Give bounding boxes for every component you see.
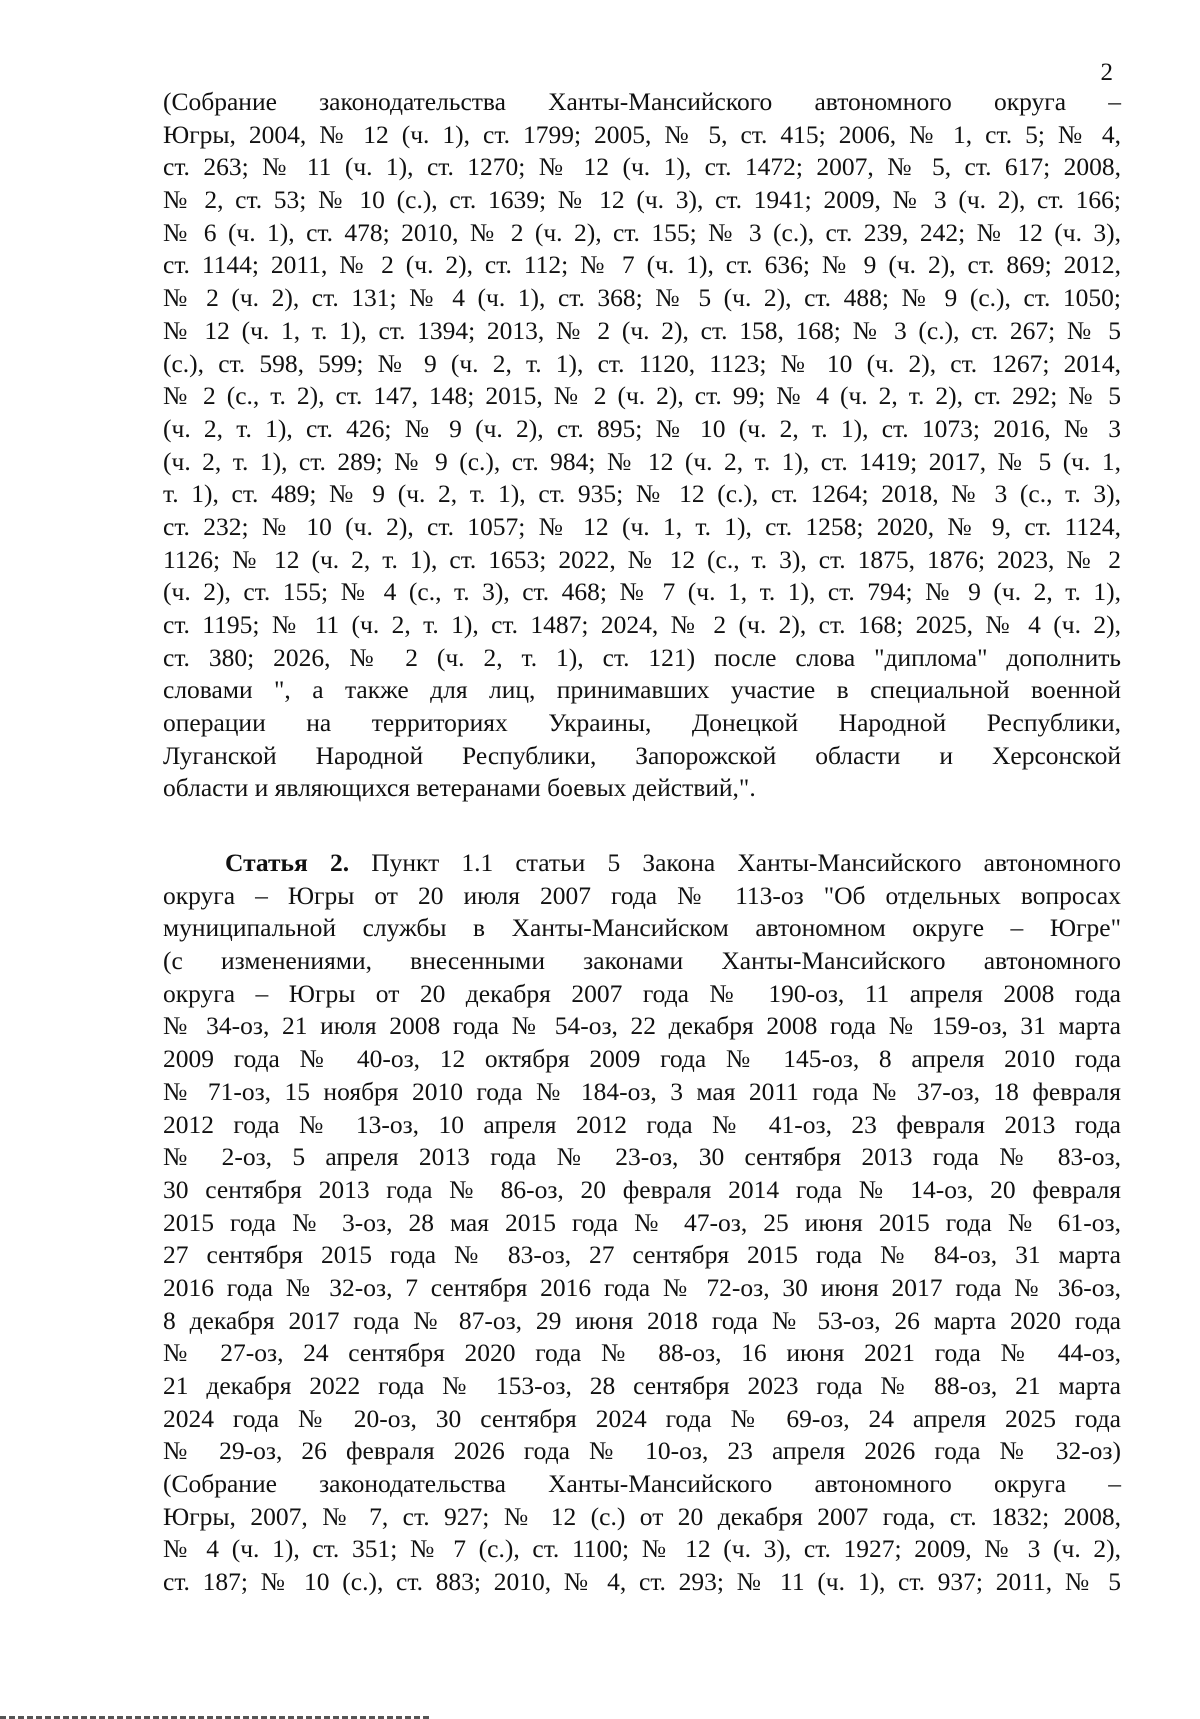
text-line: (Собрание законодательства Ханты-Мансийского автономного округа – (163, 1469, 1121, 1499)
text-line: ст. 263; № 11 (ч. 1), ст. 1270; № 12 (ч. 1), ст. 1472; 2007, № 5, ст. 617; 2008, (163, 152, 1121, 182)
text-line: Луганской Народной Республики, Запорожской области и Херсонской (163, 740, 1121, 770)
text-line: словами ", а также для лиц, принимавших участие в специальной военной (163, 675, 1121, 705)
text-line: ст. 1144; 2011, № 2 (ч. 2), ст. 112; № 7 (ч. 1), ст. 636; № 9 (ч. 2), ст. 869; 2012, (163, 250, 1121, 280)
text-line: ст. 380; 2026, № 2 (ч. 2, т. 1), ст. 121) после слова "диплома" дополнить (163, 642, 1121, 672)
text-line: № 6 (ч. 1), ст. 478; 2010, № 2 (ч. 2), ст. 155; № 3 (с.), ст. 239, 242; № 12 (ч. 3), (163, 217, 1121, 247)
article-label: Статья 2. (225, 848, 350, 877)
text-line: 8 декабря 2017 года № 87-оз, 29 июня 2018 года № 53-оз, 26 марта 2020 года (163, 1305, 1121, 1335)
text-line: Югры, 2007, № 7, ст. 927; № 12 (с.) от 20 декабря 2007 года, ст. 1832; 2008, (163, 1501, 1121, 1531)
text-line: ст. 232; № 10 (ч. 2), ст. 1057; № 12 (ч. 1, т. 1), ст. 1258; 2020, № 9, ст. 1124, (163, 511, 1121, 541)
text-line: 2024 года № 20-оз, 30 сентября 2024 года № 69-оз, 24 апреля 2025 года (163, 1403, 1121, 1433)
paragraph-amendment-sources (163, 86, 1121, 805)
text-line: (ч. 2, т. 1), ст. 289; № 9 (с.), ст. 984; № 12 (ч. 2, т. 1), ст. 1419; 2017, № 5 (ч. 1, (163, 446, 1121, 476)
paragraph-article-2 (163, 847, 1121, 1599)
text-line: № 29-оз, 26 февраля 2026 года № 10-оз, 23 апреля 2026 года № 32-оз) (163, 1436, 1121, 1466)
article-first-line-text: Пункт 1.1 статьи 5 Закона Ханты-Мансийского автономного (349, 848, 1121, 877)
text-line: № 12 (ч. 1, т. 1), ст. 1394; 2013, № 2 (ч. 2), ст. 158, 168; № 3 (с.), ст. 267; № 5 (163, 315, 1121, 345)
text-line: № 2 (с., т. 2), ст. 147, 148; 2015, № 2 (ч. 2), ст. 99; № 4 (ч. 2, т. 2), ст. 292; № 5 (163, 381, 1121, 411)
text-line: 1126; № 12 (ч. 2, т. 1), ст. 1653; 2022, № 12 (с., т. 3), ст. 1875, 1876; 2023, № 2 (163, 544, 1121, 574)
text-line: операции на территориях Украины, Донецкой Народной Республики, (163, 708, 1121, 738)
text-line: 21 декабря 2022 года № 153-оз, 28 сентября 2023 года № 88-оз, 21 марта (163, 1371, 1121, 1400)
text-line: т. 1), ст. 489; № 9 (ч. 2, т. 1), ст. 935; № 12 (с.), ст. 1264; 2018, № 3 (с., т. 3), (163, 479, 1121, 509)
text-line: № 27-оз, 24 сентября 2020 года № 88-оз, 16 июня 2021 года № 44-оз, (163, 1338, 1121, 1368)
text-line: ст. 187; № 10 (с.), ст. 883; 2010, № 4, ст. 293; № 11 (ч. 1), ст. 937; 2011, № 5 (163, 1567, 1121, 1597)
text-line: (с.), ст. 598, 599; № 9 (ч. 2, т. 1), ст. 1120, 1123; № 10 (ч. 2), ст. 1267; 2014, (163, 348, 1121, 378)
text-line: 30 сентября 2013 года № 86-оз, 20 февраля 2014 года № 14-оз, 20 февраля (163, 1174, 1121, 1204)
text-line: № 4 (ч. 1), ст. 351; № 7 (с.), ст. 1100; № 12 (ч. 3), ст. 1927; 2009, № 3 (ч. 2), (163, 1534, 1121, 1564)
text-line: 2012 года № 13-оз, 10 апреля 2012 года № 41-оз, 23 февраля 2013 года (163, 1109, 1121, 1139)
text-line: 2009 года № 40-оз, 12 октября 2009 года № 145-оз, 8 апреля 2010 года (163, 1044, 1121, 1074)
page-number: 2 (1100, 59, 1113, 86)
text-line: (Собрание законодательства Ханты-Мансийского автономного округа – (163, 87, 1121, 116)
text-line: области и являющихся ветеранами боевых действий,". (163, 773, 756, 803)
text-line: муниципальной службы в Ханты-Мансийском автономном округе – Югре" (163, 913, 1121, 943)
text-line: округа – Югры от 20 декабря 2007 года № 190-оз, 11 апреля 2008 года (163, 978, 1121, 1008)
text-line: округа – Югры от 20 июля 2007 года № 113-оз "Об отдельных вопросах (163, 880, 1121, 910)
text-line: № 71-оз, 15 ноября 2010 года № 184-оз, 3 мая 2011 года № 37-оз, 18 февраля (163, 1076, 1121, 1106)
text-line: (с изменениями, внесенными законами Ханты-Мансийского автономного (163, 946, 1121, 976)
text-line: (ч. 2, т. 1), ст. 426; № 9 (ч. 2), ст. 895; № 10 (ч. 2, т. 1), ст. 1073; 2016, № 3 (163, 413, 1121, 443)
text-line: 2015 года № 3-оз, 28 мая 2015 года № 47-оз, 25 июня 2015 года № 61-оз, (163, 1207, 1121, 1237)
article-first-line (163, 847, 1121, 880)
text-line: (ч. 2), ст. 155; № 4 (с., т. 3), ст. 468; № 7 (ч. 1, т. 1), ст. 794; № 9 (ч. 2, т. 1), (163, 577, 1121, 607)
text-line: № 34-оз, 21 июля 2008 года № 54-оз, 22 декабря 2008 года № 159-оз, 31 марта (163, 1011, 1121, 1041)
text-line: № 2, ст. 53; № 10 (с.), ст. 1639; № 12 (ч. 3), ст. 1941; 2009, № 3 (ч. 2), ст. 166; (163, 185, 1121, 215)
text-line: ст. 1195; № 11 (ч. 2, т. 1), ст. 1487; 2024, № 2 (ч. 2), ст. 168; 2025, № 4 (ч. 2), (163, 610, 1121, 639)
text-line: 27 сентября 2015 года № 83-оз, 27 сентября 2015 года № 84-оз, 31 марта (163, 1240, 1121, 1270)
text-line: Югры, 2004, № 12 (ч. 1), ст. 1799; 2005, № 5, ст. 415; 2006, № 1, ст. 5; № 4, (163, 119, 1121, 149)
text-line: № 2 (ч. 2), ст. 131; № 4 (ч. 1), ст. 368; № 5 (ч. 2), ст. 488; № 9 (с.), ст. 1050; (163, 283, 1121, 313)
text-line: 2016 года № 32-оз, 7 сентября 2016 года № 72-оз, 30 июня 2017 года № 36-оз, (163, 1272, 1121, 1302)
text-line: № 2-оз, 5 апреля 2013 года № 23-оз, 30 сентября 2013 года № 83-оз, (163, 1142, 1121, 1172)
